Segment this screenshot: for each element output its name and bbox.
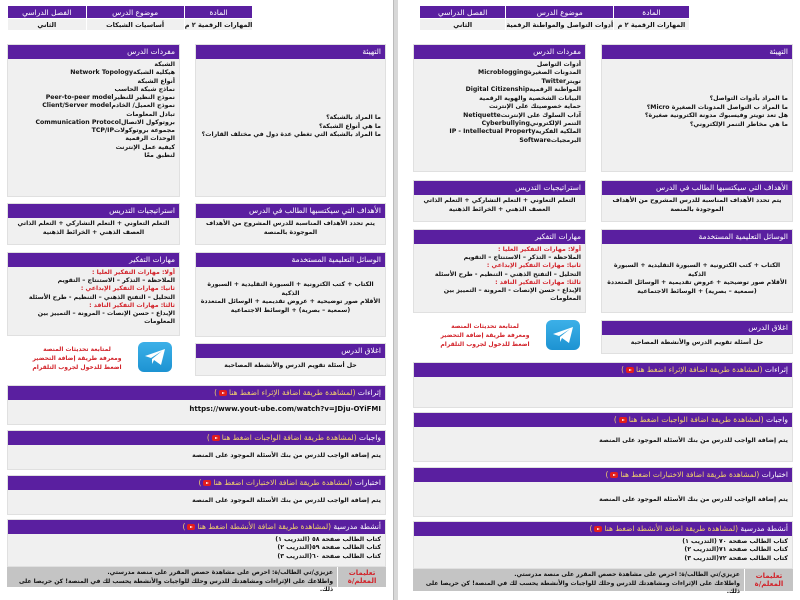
closing-section: [601, 320, 793, 354]
tests-section: [413, 467, 793, 517]
warmup-section: [195, 44, 386, 197]
vocab-item: كيفية عمل الإنترنت: [115, 143, 175, 151]
strategy-line: العصف الذهني + الخرائط الذهنية: [448, 205, 551, 213]
activities-video-link[interactable]: [589, 524, 738, 533]
activity-item: كتاب الطالب صفحة ٧٢(التدريب ٣): [684, 554, 788, 562]
vocab-item: هيكلية الشبكةNetwork Topology: [70, 69, 175, 77]
tests-text: يتم إضافة الواجب للدرس من بنك الأسئلة الموجود على المنصة: [192, 497, 381, 504]
link-close: ): [589, 524, 593, 533]
warmup-question: ما هي أنواع الشبكة؟: [318, 122, 381, 130]
teaching-tools-section: [601, 229, 793, 313]
promo-line: لمتابعة تحديثات المنصة: [43, 346, 111, 353]
thinking-heading: ثالثا: مهارات التفكير الناقد :: [495, 278, 581, 286]
warmup-question: ما المراد بالشبكة التي تغطي عدة دول في مختلف القارات؟: [201, 131, 381, 139]
vocab-item: الملكية الفكريةIP - Intellectual Property: [449, 128, 581, 136]
activities-section: [7, 519, 386, 567]
thinking-text: الإبداع - حسن الإنصات - المرونة – التمييز بين المعلومات: [443, 286, 581, 303]
thinking-heading: ثانيا: مهارات التفكير الإبداعي :: [486, 262, 581, 270]
section-title: استراتيجيات التدريس: [414, 181, 585, 195]
thinking-text: الإبداع - حسن الإنصات - المرونة – التمييز بين المعلومات: [37, 309, 175, 326]
vocab-item: حماية خصوصيتك على الإنترنت: [488, 103, 581, 111]
tools-line: الأقلام صور توضيحية + عروض تقديمية + الوسائل المتعددة: [607, 279, 787, 287]
strategies-section: [7, 203, 180, 245]
vocab-item: نموذج العميل/ الخادمClient/Server model: [42, 102, 175, 110]
youtube-icon: [619, 417, 627, 423]
lesson-plan-page-left: [0, 0, 393, 600]
lesson-plan-page-right: [412, 0, 800, 600]
objectives-section: [195, 203, 386, 245]
telegram-group-link[interactable]: [430, 322, 540, 349]
section-title: مفردات الدرس: [414, 45, 585, 59]
link-text: (لمشاهدة طريقة اضافة الأنشطة اضغط هنا: [197, 522, 332, 531]
semester-header: الفصل الدراسي: [420, 6, 506, 19]
semester-value: الثاني: [8, 19, 87, 31]
thinking-text: التحليل – التفتح الذهني – التنظيم - طرح الأسئلة: [28, 293, 175, 301]
lesson-header-table: [419, 5, 690, 31]
enrichment-section: [7, 385, 386, 425]
semester-value: الثاني: [420, 19, 506, 31]
youtube-icon: [626, 367, 634, 373]
promo-line: اضغط للدخول لجروب التلقرام: [32, 364, 122, 371]
enrichment-section: [413, 362, 793, 408]
thinking-heading: ثانيا: مهارات التفكير الإبداعي :: [80, 285, 175, 293]
instructions-line: واطلاعك على الإثراءات ومشاهدتك للدرس وحلك للواجبات والأنشطة يحسب لك في المنصة! كن حريصا على ذلك.: [425, 579, 740, 596]
link-close: ): [182, 522, 186, 531]
promo-line: ومعرفة طريقة إضافة التحضير: [32, 355, 122, 362]
subject-value: المهارات الرقمية ٢ م: [614, 19, 690, 31]
activity-item: كتاب الطالب صفحة ٦٠(التدريب ٣): [277, 552, 381, 560]
thinking-skills-section: [7, 252, 180, 336]
section-title: [414, 522, 792, 536]
section-title: [8, 431, 385, 445]
vocab-item: المدونات الصغيرةMicroblogging: [478, 69, 581, 77]
thinking-text: الملاحظة – التذكر – الاستنتاج – التقويم: [463, 254, 581, 262]
activity-item: كتاب الطالب صفحة ٧١(التدريب ٢): [684, 546, 788, 554]
thinking-text: الملاحظة – التذكر – الاستنتاج – التقويم: [57, 277, 175, 285]
topic-header: موضوع الدرس: [86, 6, 184, 19]
vocabulary-section: [7, 44, 180, 197]
enrichment-video-link[interactable]: [214, 388, 355, 397]
strategy-line: التعلم التعاوني + التعلم التشاركي + التعلم الذاتي: [423, 197, 576, 204]
thinking-text: التحليل – التفتح الذهني – التنظيم - طرح الأسئلة: [434, 270, 581, 278]
vocab-item: لنطبق معًا: [144, 151, 175, 159]
tests-video-link[interactable]: [198, 478, 352, 487]
tools-line: الكتاب + كتب الكترونية + السبورة التقليدية + السبورة الذكية: [613, 262, 781, 278]
closing-text: حل أسئلة تقويم الدرس والأنشطة المصاحبة: [224, 362, 357, 369]
youtube-icon: [610, 472, 618, 478]
activities-title: أنشطة مدرسية: [333, 522, 381, 531]
instructions-label: تعليمات المعلم/ة: [744, 569, 793, 591]
vocab-item: البرمجياتSoftware: [519, 136, 581, 144]
vocab-item: مجموعة بروتوكولاتTCP/IP: [91, 127, 175, 134]
subject-header: المادة: [184, 6, 253, 19]
section-title: [8, 386, 385, 400]
vocabulary-section: [413, 44, 586, 172]
homework-text: يتم إضافة الواجب للدرس من بنك الأسئلة الموجود على المنصة: [192, 452, 381, 459]
homework-title: واجبات: [359, 433, 381, 442]
link-close: ): [206, 433, 210, 442]
homework-section: [413, 412, 793, 462]
topic-value: أدوات التواصل والمواطنة الرقمية: [506, 20, 614, 29]
warmup-question: ما هي مخاطر التنمر الإلكتروني؟: [689, 120, 788, 128]
tools-line: الأقلام صور توضيحية + عروض تقديمية + الوسائل المتعددة: [200, 298, 381, 306]
topic-header: موضوع الدرس: [506, 6, 614, 19]
telegram-icon[interactable]: [546, 320, 580, 350]
subject-value: المهارات الرقمية ٢ م: [184, 20, 253, 29]
warmup-question: ما المراد ب التواصل المدونات الصغيرة Micro؟: [646, 103, 788, 111]
objectives-text: يتم تحدد الأهداف المناسبة للدرس المشروح من الأهداف الموجودة بالمنصة: [612, 197, 782, 213]
section-title: [414, 413, 792, 427]
tests-title: اختبارات: [354, 478, 381, 487]
activity-item: كتاب الطالب صفحة ٥٩(التدريب ٢): [277, 544, 381, 552]
activities-section: [413, 521, 793, 569]
section-title: اغلاق الدرس: [196, 344, 385, 358]
link-close: ): [214, 388, 218, 397]
telegram-group-link[interactable]: [22, 345, 132, 372]
left-scrollbar[interactable]: [393, 0, 398, 600]
section-title: [414, 363, 792, 377]
lesson-header-table: [7, 5, 253, 31]
warmup-question: ما المراد بأدوات التواصل؟: [709, 95, 788, 102]
telegram-icon[interactable]: [138, 342, 172, 372]
tools-line: (سمعية – بصرية) + الوسائط الاجتماعية: [637, 287, 757, 295]
link-close: ): [621, 365, 625, 374]
teacher-instructions: [7, 567, 386, 594]
link-text: (لمشاهدة طريقة اضافة الواجبات اضغط هنا: [628, 415, 764, 424]
promo-line: لمتابعة تحديثات المنصة: [451, 323, 519, 330]
tests-title: اختبارات: [761, 470, 788, 479]
thinking-heading: أولا: مهارات التفكير العليا :: [498, 246, 581, 253]
closing-section: [195, 343, 386, 376]
link-text: (لمشاهدة طريقة اضافة الإثراء اضغط هنا: [229, 388, 356, 397]
section-title: الأهداف التي سيكتسبها الطالب في الدرس: [196, 204, 385, 218]
vocab-item: البيانات الشخصية والهوية الرقمية: [479, 94, 581, 102]
warmup-question: هل تعد تويتر وفيسبوك مدونة الكترونية صغيرة؟: [644, 112, 788, 120]
instructions-line: عزيزي/تي الطالب/ة: احرص على مشاهدة حصص المقرر على منصة مدرستي.: [107, 569, 334, 576]
link-close: ): [605, 470, 609, 479]
youtube-icon: [212, 435, 220, 441]
instructions-label: تعليمات المعلم/ة: [337, 567, 386, 587]
section-title: التهيئة: [196, 45, 385, 59]
strategy-line: التعلم التعاوني + التعلم التشاركي + التعلم الذاتي: [17, 220, 170, 227]
vocab-item: آداب السلوك على الإنترنتNetiquette: [463, 111, 581, 119]
link-close: ): [613, 415, 617, 424]
section-title: الأهداف التي سيكتسبها الطالب في الدرس: [602, 181, 792, 195]
homework-title: واجبات: [766, 415, 788, 424]
enrichment-url[interactable]: https://www.yout-ube.com/watch?v=JDju-OYiFMI: [189, 405, 381, 413]
link-text: (لمشاهدة طريقة اضافة الاختبارات اضغط هنا: [620, 470, 760, 479]
link-text: (لمشاهدة طريقة اضافة الأنشطة اضغط هنا: [604, 524, 739, 533]
section-title: [414, 468, 792, 482]
youtube-icon: [203, 480, 211, 486]
vocab-item: الوحدات الرقمية: [125, 135, 175, 143]
section-title: استراتيجيات التدريس: [8, 204, 179, 218]
section-title: الوسائل التعليمية المستخدمة: [602, 230, 792, 244]
warmup-question: ما المراد بالشبكة؟: [326, 114, 381, 121]
link-text: (لمشاهدة طريقة اضافة الإثراء اضغط هنا: [636, 365, 763, 374]
thinking-skills-section: [413, 229, 586, 313]
thinking-heading: ثالثا: مهارات التفكير الناقد :: [89, 301, 175, 309]
homework-video-link[interactable]: [614, 415, 764, 424]
vocab-item: تبادل المعلومات: [126, 110, 175, 118]
vocab-item: المواطنة الرقميةDigital Citizenship: [465, 86, 581, 94]
instructions-line: واطلاعك على الإثراءات ومشاهدتك للدرس وحلك للواجبات والأنشطة يحسب لك في المنصة! كن حريصا على ذلك.: [18, 577, 334, 594]
tests-text: يتم إضافة الواجب للدرس من بنك الأسئلة الموجود على المنصة: [599, 496, 788, 503]
section-title: مهارات التفكير: [8, 253, 179, 267]
tools-line: الكتاب + كتب الكترونية + السبورة التقليدية + السبورة الذكية: [207, 281, 374, 297]
section-title: اغلاق الدرس: [602, 321, 792, 335]
activities-title: أنشطة مدرسية: [740, 524, 788, 533]
enrichment-text: [414, 377, 792, 381]
link-text: (لمشاهدة طريقة اضافة الاختبارات اضغط هنا: [213, 478, 353, 487]
thinking-heading: أولا: مهارات التفكير العليا :: [92, 269, 175, 276]
strategy-line: العصف الذهني + الخرائط الذهنية: [42, 228, 145, 236]
objectives-section: [601, 180, 793, 222]
teaching-tools-section: [195, 252, 386, 337]
section-title: الوسائل التعليمية المستخدمة: [196, 253, 385, 267]
promo-line: اضغط للدخول لجروب التلقرام: [440, 341, 530, 348]
youtube-icon: [219, 390, 227, 396]
topic-value: أساسيات الشبكات: [86, 19, 184, 31]
vocab-item: تويترTwitter: [541, 77, 581, 85]
activities-video-link[interactable]: [182, 522, 331, 531]
instructions-line: عزيزي/تي الطالب/ة: احرص على مشاهدة حصص المقرر على منصة مدرستي.: [514, 571, 740, 578]
homework-section: [7, 430, 386, 470]
promo-line: ومعرفة طريقة إضافة التحضير: [440, 332, 530, 339]
vocab-item: نموذج النظير للنظيرPeer-to-peer model: [45, 94, 175, 101]
tests-section: [7, 475, 386, 515]
activity-item: كتاب الطالب صفحة ٥٨ (التدريب ١): [275, 536, 381, 543]
strategies-section: [413, 180, 586, 222]
section-title: مهارات التفكير: [414, 230, 585, 244]
homework-video-link[interactable]: [207, 433, 357, 442]
vocab-item: بروتوكول الاتصالCommunication Protocol: [35, 118, 175, 126]
closing-text: حل أسئلة تقويم الدرس والأنشطة المصاحبة: [630, 339, 764, 346]
youtube-icon: [187, 524, 195, 530]
semester-header: الفصل الدراسي: [8, 6, 87, 19]
link-close: ): [198, 478, 202, 487]
tests-video-link[interactable]: [605, 470, 759, 479]
tools-line: (سمعية – بصرية) + الوسائط الاجتماعية: [230, 306, 351, 314]
youtube-icon: [594, 526, 602, 532]
link-text: (لمشاهدة طريقة اضافة الواجبات اضغط هنا: [221, 433, 357, 442]
enrichment-title: إثراءات: [764, 365, 788, 374]
section-title: [8, 520, 385, 534]
teacher-instructions: [413, 569, 793, 596]
warmup-section: [601, 44, 793, 172]
section-title: التهيئة: [602, 45, 792, 59]
enrichment-title: إثراءات: [357, 388, 381, 397]
vocab-item: الشبكة: [154, 61, 175, 68]
enrichment-video-link[interactable]: [621, 365, 762, 374]
vocab-item: أنواع الشبكة: [137, 77, 175, 85]
activity-item: كتاب الطالب صفحة ٧٠ (التدريب ١): [682, 538, 788, 545]
homework-text: يتم إضافة الواجب للدرس من بنك الأسئلة الموجود على المنصة: [599, 437, 788, 444]
subject-header: المادة: [614, 6, 690, 19]
section-title: مفردات الدرس: [8, 45, 179, 59]
vocab-item: أدوات التواصل: [536, 61, 581, 68]
vocab-item: التنمر الإلكترونيCyberbullying: [481, 119, 581, 127]
section-title: [8, 476, 385, 490]
objectives-text: يتم تحدد الأهداف المناسبة للدرس المشروح من الأهداف الموجودة بالمنصة: [206, 220, 375, 236]
vocab-item: نماذج شبكة الحاسب: [114, 85, 175, 93]
